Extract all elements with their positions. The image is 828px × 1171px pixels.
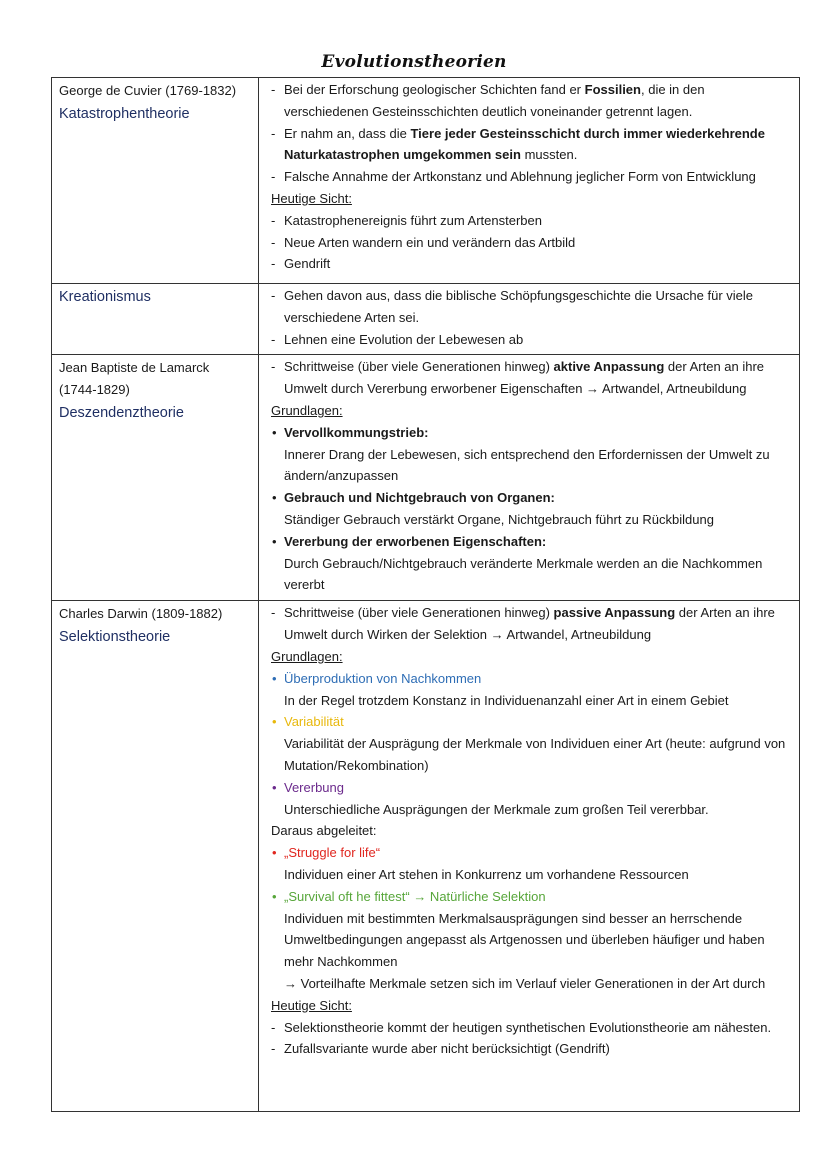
page-title: Evolutionstheorien <box>321 52 507 72</box>
list-item: - Bei der Erforschung geologischer Schichten fand er Fossilien, die in den verschiedenen Gesteinsschichten deutlich voneinander getrennt lagen. <box>271 79 791 123</box>
list-item: - Gendrift <box>271 253 791 275</box>
bullet-icon: • <box>272 888 277 904</box>
item-description: Ständiger Gebrauch verstärkt Organe, Nichtgebrauch führt zu Rückbildung <box>284 511 714 527</box>
list-item: • Vervollkommungstrieb: <box>271 422 791 444</box>
list-item: • Vererbung <box>271 777 791 799</box>
section-heading: Daraus abgeleitet: <box>271 823 377 839</box>
bullet-icon: • <box>272 714 277 730</box>
bullet-icon: • <box>272 424 277 440</box>
section-heading: Grundlagen: <box>271 648 343 664</box>
item-description: Variabilität der Ausprägung der Merkmale von Individuen einer Art (heute: aufgrund von Mutation/Rekombination) <box>284 736 786 773</box>
person-name: Charles Darwin <box>59 606 148 622</box>
list-item: • Überproduktion von Nachkommen <box>271 668 791 690</box>
person-years: (1769-1832) <box>165 83 237 98</box>
item-description: Innerer Drang der Lebewesen, sich entsprechend den Erfordernissen der Umwelt zu ändern/anzupassen <box>284 446 770 484</box>
list-item: - Zufallsvariante wurde aber nicht berücksichtigt (Gendrift) <box>271 1038 791 1060</box>
list-item: - Neue Arten wandern ein und verändern das Artbild <box>271 232 791 254</box>
list-item: - Er nahm an, dass die Tiere jeder Gesteinsschicht durch immer wiederkehrende Naturkatastrophen umgekommen sein mussten. <box>271 123 791 167</box>
list-item: - Schrittweise (über viele Generationen hinweg) passive Anpassung der Arten an ihre Umwelt durch Wirken der Selektion → Artwandel, Artneubildung <box>271 602 791 646</box>
list-item: • „Survival oft he fittest“ → Natürliche Selektion <box>271 886 791 908</box>
table-row-kreationismus <box>52 284 800 355</box>
list-item: - Katastrophenereignis führt zum Artensterben <box>271 210 791 232</box>
row-label-cell <box>52 78 259 284</box>
row-label-cell <box>52 355 259 601</box>
list-item: - Selektionstheorie kommt der heutigen synthetischen Evolutionstheorie am nähesten. <box>271 1017 791 1039</box>
list-item: • Variabilität <box>271 711 791 733</box>
theories-table <box>51 77 800 1112</box>
table-row-cuvier <box>52 78 800 284</box>
bullet-icon: • <box>272 845 277 861</box>
theory-name: Deszendenztheorie <box>59 405 184 422</box>
person-years: (1809-1882) <box>151 606 223 622</box>
table-row-lamarck <box>52 355 800 601</box>
section-heading: Grundlagen: <box>271 402 343 418</box>
item-description: In der Regel trotzdem Konstanz in Individuenanzahl einer Art in einem Gebiet <box>284 692 729 708</box>
theory-name: Selektionstheorie <box>59 629 171 646</box>
row-label-cell <box>52 284 259 355</box>
person-name: George de Cuvier <box>59 83 162 98</box>
person-name: Jean Baptiste de Lamarck <box>59 360 210 376</box>
list-item: • Vererbung der erworbenen Eigenschaften: <box>271 531 791 553</box>
item-description: Individuen mit bestimmten Merkmalsausprägungen sind besser an herrschende Umweltbedingungen angepasst als Artgenossen und überleben häufiger und haben mehr Nachkommen <box>284 910 765 970</box>
bullet-icon: • <box>272 779 277 795</box>
list-item: • Gebrauch und Nichtgebrauch von Organen: <box>271 487 791 509</box>
person-years: (1744-1829) <box>59 382 130 398</box>
bullet-icon: • <box>272 533 277 549</box>
row-label-cell <box>52 601 259 1112</box>
row-content-cell <box>259 78 800 284</box>
item-description: Durch Gebrauch/Nichtgebrauch veränderte Merkmale werden an die Nachkommen vererbt <box>284 555 763 593</box>
list-item: - Lehnen eine Evolution der Lebewesen ab <box>271 329 791 351</box>
theory-name: Katastrophentheorie <box>59 106 190 122</box>
row-content-cell <box>259 284 800 355</box>
item-description: Unterschiedliche Ausprägungen der Merkmale zum großen Teil vererbbar. <box>284 801 709 817</box>
bullet-icon: • <box>272 670 277 686</box>
row-content-cell <box>259 355 800 601</box>
table-row-darwin <box>52 601 800 1112</box>
bullet-icon: • <box>272 490 277 506</box>
theory-name: Kreationismus <box>59 289 151 305</box>
list-item: - Gehen davon aus, dass die biblische Schöpfungsgeschichte die Ursache für viele verschiedene Arten sei. <box>271 285 791 329</box>
section-heading: Heutige Sicht: <box>271 997 352 1013</box>
item-description: → Vorteilhafte Merkmale setzen sich im Verlauf vieler Generationen in der Art durch <box>284 975 766 991</box>
list-item: - Falsche Annahme der Artkonstanz und Ablehnung jeglicher Form von Entwicklung <box>271 166 791 188</box>
row-content-cell <box>259 601 800 1112</box>
section-heading: Heutige Sicht: <box>271 190 352 206</box>
list-item: - Schrittweise (über viele Generationen hinweg) aktive Anpassung der Arten an ihre Umwelt durch Vererbung erworbener Eigenschaften → Artwandel, Artneubildung <box>271 356 791 400</box>
list-item: • „Struggle for life“ <box>271 842 791 864</box>
item-description: Individuen einer Art stehen in Konkurrenz um vorhandene Ressourcen <box>284 866 689 882</box>
